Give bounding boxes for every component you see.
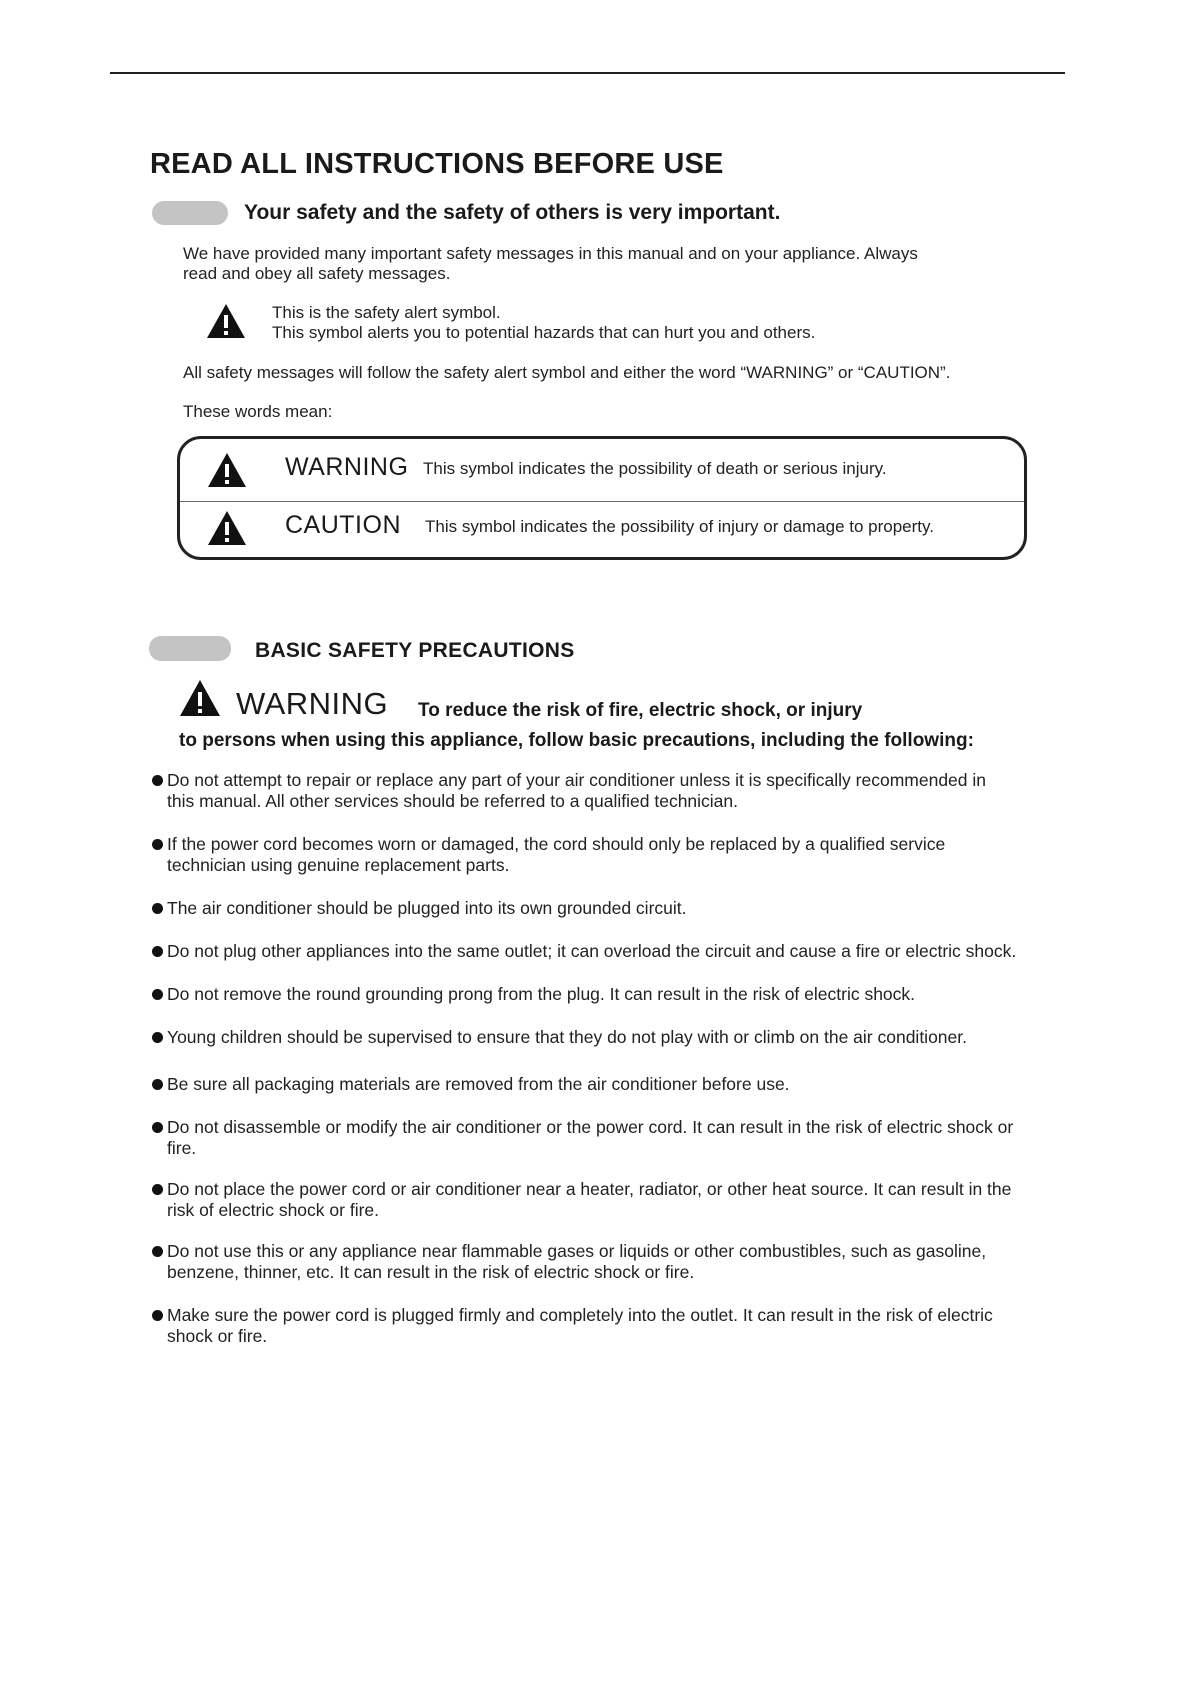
list-item: Make sure the power cord is plugged firmly and completely into the outlet. It can result in the risk of electric shock or fire. — [148, 1305, 1108, 1347]
bullet-icon — [152, 839, 163, 850]
words-mean-paragraph: These words mean: — [183, 402, 333, 421]
caution-alert-icon — [206, 509, 248, 547]
bullet-icon — [152, 903, 163, 914]
warning-description: This symbol indicates the possibility of death or serious injury. — [423, 459, 887, 478]
warning-lead-line-1: To reduce the risk of fire, electric shock, or injury — [418, 700, 863, 721]
list-item: Do not place the power cord or air conditioner near a heater, radiator, or other heat source. It can result in the risk of electric shock or fire. — [148, 1179, 1108, 1221]
precautions-warning-word: WARNING — [236, 686, 389, 721]
list-item: If the power cord becomes worn or damaged, the cord should only be replaced by a qualified service technician using genuine replacement parts. — [148, 834, 1108, 876]
list-item: Do not disassemble or modify the air conditioner or the power cord. It can result in the risk of electric shock or fire. — [148, 1117, 1108, 1159]
signal-words-paragraph: All safety messages will follow the safety alert symbol and either the word “WARNING” or “CAUTION”. — [183, 363, 951, 382]
bullet-icon — [152, 1032, 163, 1043]
bullet-icon — [152, 946, 163, 957]
page-title: READ ALL INSTRUCTIONS BEFORE USE — [150, 148, 724, 180]
list-item: Do not use this or any appliance near flammable gases or liquids or other combustibles, such as gasoline, benzene, thinner, etc. It can result in the risk of electric shock or fire. — [148, 1241, 1108, 1283]
warning-alert-icon — [206, 451, 248, 489]
list-item: Do not attempt to repair or replace any part of your air conditioner unless it is specifically recommended in this manual. All other services should be referred to a qualified technician. — [148, 770, 1108, 812]
signal-words-box — [177, 436, 1027, 560]
caution-word: CAUTION — [285, 511, 401, 539]
symbol-description-line-2: This symbol alerts you to potential hazards that can hurt you and others. — [272, 323, 816, 342]
bullet-icon — [152, 1184, 163, 1195]
list-item: The air conditioner should be plugged into its own grounded circuit. — [148, 898, 1108, 919]
warning-lead-line-2: to persons when using this appliance, follow basic precautions, including the following: — [179, 730, 974, 751]
list-item: Do not remove the round grounding prong from the plug. It can result in the risk of electric shock. — [148, 984, 1108, 1005]
precautions-heading: BASIC SAFETY PRECAUTIONS — [255, 639, 575, 662]
header-rule — [110, 72, 1065, 74]
bullet-icon — [152, 1122, 163, 1133]
warning-word: WARNING — [285, 453, 409, 481]
list-item: Be sure all packaging materials are removed from the air conditioner before use. — [148, 1074, 1108, 1095]
list-item: Young children should be supervised to ensure that they do not play with or climb on the air conditioner. — [148, 1027, 1108, 1048]
safety-importance-heading: Your safety and the safety of others is very important. — [244, 201, 781, 224]
safety-alert-icon — [205, 302, 247, 340]
list-item: Do not plug other appliances into the same outlet; it can overload the circuit and cause a fire or electric shock. — [148, 941, 1108, 962]
box-divider — [180, 501, 1024, 502]
symbol-description-line-1: This is the safety alert symbol. — [272, 303, 501, 322]
bullet-icon — [152, 1246, 163, 1257]
caution-description: This symbol indicates the possibility of injury or damage to property. — [425, 517, 934, 536]
bullet-icon — [152, 775, 163, 786]
caution-definition-row — [180, 503, 1024, 559]
section-marker — [152, 201, 228, 225]
intro-paragraph-line-2: read and obey all safety messages. — [183, 264, 451, 283]
precautions-warning-icon — [178, 678, 222, 718]
bullet-icon — [152, 989, 163, 1000]
warning-definition-row — [180, 441, 1024, 497]
intro-paragraph-line-1: We have provided many important safety messages in this manual and on your appliance. Always — [183, 244, 918, 263]
section-marker — [149, 636, 231, 661]
bullet-icon — [152, 1079, 163, 1090]
bullet-icon — [152, 1310, 163, 1321]
